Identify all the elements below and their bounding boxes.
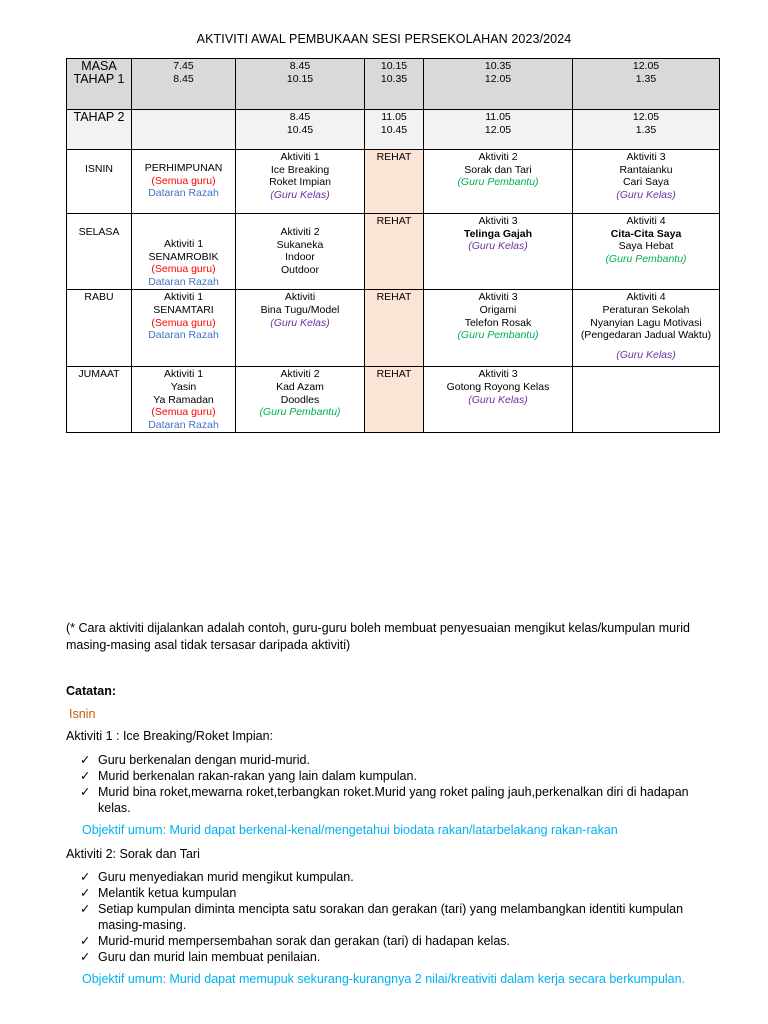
selasa-slot-2: Aktiviti 2 Sukaneka Indoor Outdoor: [236, 214, 365, 290]
activity-2-list: [80, 869, 720, 965]
list-item: ✓ Murid berkenalan rakan-rakan yang lain dalam kumpulan.: [80, 769, 417, 783]
jumaat-slot-1: Aktiviti 1 Yasin Ya Ramadan (Semua guru) Dataran Razah: [132, 367, 236, 433]
jumaat-slot-2: Aktiviti 2 Kad Azam Doodles (Guru Pembantu): [236, 367, 365, 433]
selasa-slot-1: Aktiviti 1 SENAMROBIK (Semua guru) Dataran Razah: [132, 214, 236, 290]
day-rabu: RABU: [67, 290, 132, 367]
rabu-slot-2: Aktiviti Bina Tugu/Model (Guru Kelas): [236, 290, 365, 367]
checkmark-icon: ✓: [80, 785, 91, 799]
header-row-tahap-2: [67, 110, 720, 150]
day-jumaat: JUMAAT: [67, 367, 132, 433]
schedule-table: [66, 58, 720, 433]
time-slot-5: 12.05 1.35: [573, 59, 720, 110]
jumaat-rehat: REHAT: [365, 367, 424, 433]
isnin-slot-2: Aktiviti 1 Ice Breaking Roket Impian (Guru Kelas): [236, 150, 365, 214]
jumaat-slot-4: Aktiviti 3 Gotong Royong Kelas (Guru Kelas): [424, 367, 573, 433]
isnin-slot-1: PERHIMPUNAN (Semua guru) Dataran Razah: [132, 150, 236, 214]
checkmark-icon: ✓: [80, 753, 91, 767]
list-item: ✓ Guru dan murid lain membuat penilaian.: [80, 950, 321, 964]
selasa-slot-5: Aktiviti 4 Cita-Cita Saya Saya Hebat (Guru Pembantu): [573, 214, 720, 290]
list-item: ✓ Guru berkenalan dengan murid-murid.: [80, 753, 310, 767]
time-slot-1-tahap-2: [132, 110, 236, 150]
isnin-slot-5: Aktiviti 3 Rantaianku Cari Saya (Guru Kelas): [573, 150, 720, 214]
time-slot-2-tahap-2: 8.45 10.45: [236, 110, 365, 150]
masa-tahap-1-label: MASA TAHAP 1: [67, 59, 132, 110]
isnin-slot-4: Aktiviti 2 Sorak dan Tari (Guru Pembantu): [424, 150, 573, 214]
selasa-rehat: REHAT: [365, 214, 424, 290]
checkmark-icon: ✓: [80, 902, 91, 916]
time-slot-4-tahap-2: 11.05 12.05: [424, 110, 573, 150]
day-isnin: ISNIN: [67, 150, 132, 214]
time-slot-3: 10.15 10.35: [365, 59, 424, 110]
time-slot-4: 10.35 12.05: [424, 59, 573, 110]
day-subheading: Isnin: [69, 707, 96, 721]
row-jumaat: [67, 367, 720, 433]
checkmark-icon: ✓: [80, 769, 91, 783]
activity-1-list: [80, 752, 720, 816]
list-item: ✓ Murid bina roket,mewarna roket,terbangkan roket.Murid yang roket paling jauh,perkenalkan diri di hadapan kelas.: [80, 785, 689, 815]
time-slot-3-tahap-2: 11.05 10.45: [365, 110, 424, 150]
list-item: ✓ Setiap kumpulan diminta mencipta satu sorakan dan gerakan (tari) yang melambangkan identiti kumpulan masing-masing.: [80, 902, 684, 932]
tahap-2-label: TAHAP 2: [67, 110, 132, 150]
checkmark-icon: ✓: [80, 934, 91, 948]
selasa-slot-4: Aktiviti 3 Telinga Gajah (Guru Kelas): [424, 214, 573, 290]
list-item: ✓ Melantik ketua kumpulan: [80, 886, 237, 900]
activity-2-objective: Objektif umum: Murid dapat memupuk sekurang-kurangnya 2 nilai/kreativiti dalam kerja secara berkumpulan.: [82, 972, 686, 986]
checkmark-icon: ✓: [80, 886, 91, 900]
activity-1-objective: Objektif umum: Murid dapat berkenal-kenal/mengetahui biodata rakan/latarbelakang rakan-rakan: [82, 823, 618, 837]
time-slot-1: 7.45 8.45: [132, 59, 236, 110]
document-title: AKTIVITI AWAL PEMBUKAAN SESI PERSEKOLAHAN 2023/2024: [196, 32, 572, 46]
time-slot-2: 8.45 10.15: [236, 59, 365, 110]
row-isnin: [67, 150, 720, 214]
row-selasa: [67, 214, 720, 290]
checkmark-icon: ✓: [80, 950, 91, 964]
checkmark-icon: ✓: [80, 870, 91, 884]
day-selasa: SELASA: [67, 214, 132, 290]
isnin-rehat: REHAT: [365, 150, 424, 214]
jumaat-slot-5-empty: [573, 367, 720, 433]
rabu-slot-5: Aktiviti 4 Peraturan Sekolah Nyanyian Lagu Motivasi (Pengedaran Jadual Waktu) (Guru Kelas): [573, 290, 720, 367]
list-item: ✓ Murid-murid mempersembahan sorak dan gerakan (tari) di hadapan kelas.: [80, 934, 511, 948]
time-slot-5-tahap-2: 12.05 1.35: [573, 110, 720, 150]
list-item: ✓ Guru menyediakan murid mengikut kumpulan.: [80, 870, 354, 884]
header-row-tahap-1: [67, 59, 720, 110]
activity-1-heading: Aktiviti 1 : Ice Breaking/Roket Impian:: [66, 729, 274, 743]
footnote: (* Cara aktiviti dijalankan adalah contoh, guru-guru boleh membuat penyesuaian mengikut kelas/kumpulan murid masing-masing asal tidak tersasar daripada aktiviti): [66, 621, 690, 652]
rabu-slot-1: Aktiviti 1 SENAMTARI (Semua guru) Dataran Razah: [132, 290, 236, 367]
activity-2-heading: Aktiviti 2: Sorak dan Tari: [66, 847, 200, 861]
rabu-slot-4: Aktiviti 3 Origami Telefon Rosak (Guru Pembantu): [424, 290, 573, 367]
catatan-heading: Catatan:: [66, 684, 117, 698]
row-rabu: [67, 290, 720, 367]
rabu-rehat: REHAT: [365, 290, 424, 367]
